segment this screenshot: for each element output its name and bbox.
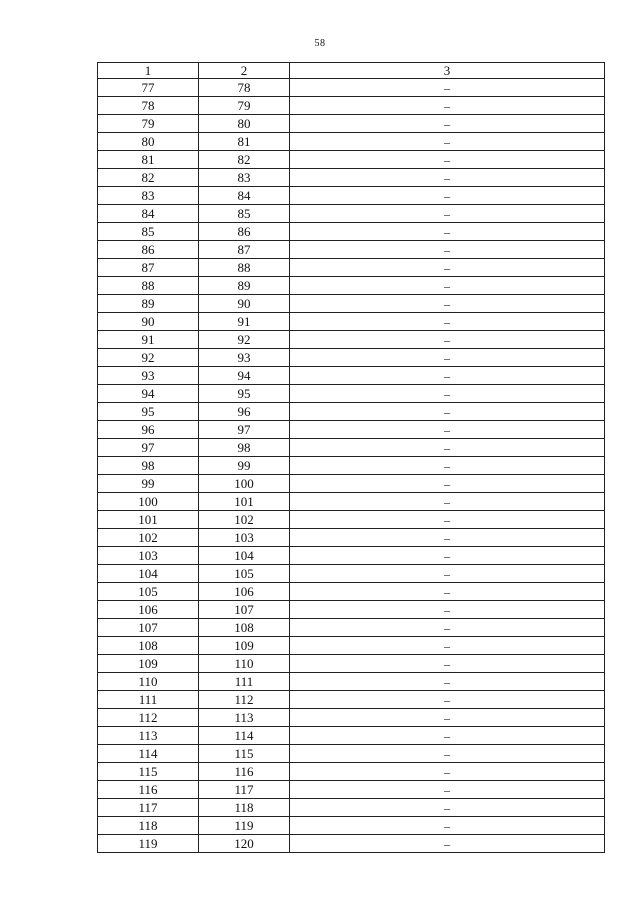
number-cell: 82 xyxy=(98,169,199,187)
table-body xyxy=(98,79,605,853)
dash-cell: – xyxy=(290,277,605,295)
number-cell: 91 xyxy=(199,313,290,331)
table-row xyxy=(98,817,605,835)
number-cell: 95 xyxy=(98,403,199,421)
dash-cell: – xyxy=(290,169,605,187)
number-cell: 94 xyxy=(199,367,290,385)
dash-cell: – xyxy=(290,781,605,799)
dash-cell: – xyxy=(290,421,605,439)
number-cell: 88 xyxy=(98,277,199,295)
number-cell: 92 xyxy=(199,331,290,349)
number-cell: 104 xyxy=(98,565,199,583)
number-cell: 90 xyxy=(98,313,199,331)
number-cell: 118 xyxy=(98,817,199,835)
table-row xyxy=(98,331,605,349)
dash-cell: – xyxy=(290,709,605,727)
table-row xyxy=(98,709,605,727)
table-row xyxy=(98,151,605,169)
number-cell: 112 xyxy=(199,691,290,709)
dash-cell: – xyxy=(290,583,605,601)
dash-cell: – xyxy=(290,205,605,223)
dash-cell: – xyxy=(290,331,605,349)
number-cell: 98 xyxy=(98,457,199,475)
dash-cell: – xyxy=(290,349,605,367)
dash-cell: – xyxy=(290,367,605,385)
table-row xyxy=(98,493,605,511)
dash-cell: – xyxy=(290,313,605,331)
number-cell: 81 xyxy=(199,133,290,151)
table-row xyxy=(98,169,605,187)
table-row xyxy=(98,601,605,619)
table-row xyxy=(98,565,605,583)
number-cell: 105 xyxy=(199,565,290,583)
number-cell: 94 xyxy=(98,385,199,403)
table-row xyxy=(98,241,605,259)
number-cell: 112 xyxy=(98,709,199,727)
table-row xyxy=(98,691,605,709)
dash-cell: – xyxy=(290,763,605,781)
dash-cell: – xyxy=(290,655,605,673)
table-row xyxy=(98,763,605,781)
number-cell: 99 xyxy=(98,475,199,493)
table-row xyxy=(98,511,605,529)
number-cell: 111 xyxy=(199,673,290,691)
number-cell: 102 xyxy=(199,511,290,529)
dash-cell: – xyxy=(290,727,605,745)
number-cell: 101 xyxy=(199,493,290,511)
dash-cell: – xyxy=(290,151,605,169)
table-row xyxy=(98,583,605,601)
dash-cell: – xyxy=(290,493,605,511)
table-row xyxy=(98,727,605,745)
table-row xyxy=(98,799,605,817)
dash-cell: – xyxy=(290,529,605,547)
dash-cell: – xyxy=(290,745,605,763)
number-cell: 79 xyxy=(199,97,290,115)
table-row xyxy=(98,475,605,493)
dash-cell: – xyxy=(290,475,605,493)
table-row xyxy=(98,781,605,799)
table-header-row xyxy=(98,63,605,79)
dash-cell: – xyxy=(290,547,605,565)
number-cell: 107 xyxy=(199,601,290,619)
dash-cell: – xyxy=(290,835,605,853)
number-cell: 100 xyxy=(98,493,199,511)
number-cell: 106 xyxy=(199,583,290,601)
table-row xyxy=(98,115,605,133)
number-cell: 113 xyxy=(199,709,290,727)
number-cell: 77 xyxy=(98,79,199,97)
number-cell: 93 xyxy=(98,367,199,385)
number-cell: 109 xyxy=(199,637,290,655)
number-cell: 83 xyxy=(98,187,199,205)
number-cell: 106 xyxy=(98,601,199,619)
table-row xyxy=(98,673,605,691)
number-cell: 110 xyxy=(199,655,290,673)
number-cell: 90 xyxy=(199,295,290,313)
table-row xyxy=(98,619,605,637)
dash-cell: – xyxy=(290,601,605,619)
number-cell: 85 xyxy=(199,205,290,223)
dash-cell: – xyxy=(290,565,605,583)
number-cell: 113 xyxy=(98,727,199,745)
column-header-1: 1 xyxy=(98,63,199,79)
number-cell: 96 xyxy=(98,421,199,439)
dash-cell: – xyxy=(290,691,605,709)
number-cell: 97 xyxy=(199,421,290,439)
number-cell: 79 xyxy=(98,115,199,133)
number-cell: 117 xyxy=(199,781,290,799)
number-cell: 88 xyxy=(199,259,290,277)
table-row xyxy=(98,349,605,367)
number-cell: 80 xyxy=(199,115,290,133)
number-cell: 100 xyxy=(199,475,290,493)
table-row xyxy=(98,403,605,421)
table-row xyxy=(98,223,605,241)
number-cell: 93 xyxy=(199,349,290,367)
table-row xyxy=(98,79,605,97)
number-cell: 98 xyxy=(199,439,290,457)
dash-cell: – xyxy=(290,115,605,133)
number-cell: 95 xyxy=(199,385,290,403)
number-cell: 111 xyxy=(98,691,199,709)
number-cell: 82 xyxy=(199,151,290,169)
number-cell: 87 xyxy=(199,241,290,259)
data-table xyxy=(97,62,605,853)
table-row xyxy=(98,313,605,331)
table-row xyxy=(98,835,605,853)
table-row xyxy=(98,385,605,403)
page-number: 58 xyxy=(314,38,326,49)
number-cell: 118 xyxy=(199,799,290,817)
table-row xyxy=(98,133,605,151)
number-cell: 117 xyxy=(98,799,199,817)
number-cell: 120 xyxy=(199,835,290,853)
number-cell: 110 xyxy=(98,673,199,691)
number-cell: 107 xyxy=(98,619,199,637)
table-row xyxy=(98,187,605,205)
number-cell: 108 xyxy=(98,637,199,655)
number-cell: 86 xyxy=(98,241,199,259)
number-cell: 102 xyxy=(98,529,199,547)
number-cell: 81 xyxy=(98,151,199,169)
table-row xyxy=(98,205,605,223)
number-cell: 108 xyxy=(199,619,290,637)
table-row xyxy=(98,367,605,385)
number-cell: 116 xyxy=(98,781,199,799)
dash-cell: – xyxy=(290,799,605,817)
dash-cell: – xyxy=(290,637,605,655)
dash-cell: – xyxy=(290,673,605,691)
dash-cell: – xyxy=(290,295,605,313)
number-cell: 80 xyxy=(98,133,199,151)
number-cell: 89 xyxy=(199,277,290,295)
dash-cell: – xyxy=(290,259,605,277)
number-cell: 84 xyxy=(199,187,290,205)
table-row xyxy=(98,277,605,295)
number-cell: 96 xyxy=(199,403,290,421)
table-row xyxy=(98,529,605,547)
number-cell: 97 xyxy=(98,439,199,457)
number-cell: 91 xyxy=(98,331,199,349)
dash-cell: – xyxy=(290,457,605,475)
number-cell: 109 xyxy=(98,655,199,673)
number-cell: 119 xyxy=(199,817,290,835)
dash-cell: – xyxy=(290,817,605,835)
dash-cell: – xyxy=(290,385,605,403)
number-cell: 115 xyxy=(98,763,199,781)
dash-cell: – xyxy=(290,133,605,151)
dash-cell: – xyxy=(290,79,605,97)
table-row xyxy=(98,655,605,673)
dash-cell: – xyxy=(290,619,605,637)
column-header-2: 2 xyxy=(199,63,290,79)
table-row xyxy=(98,439,605,457)
number-cell: 105 xyxy=(98,583,199,601)
dash-cell: – xyxy=(290,511,605,529)
number-cell: 114 xyxy=(199,727,290,745)
table-row xyxy=(98,295,605,313)
dash-cell: – xyxy=(290,439,605,457)
dash-cell: – xyxy=(290,241,605,259)
number-cell: 99 xyxy=(199,457,290,475)
number-cell: 119 xyxy=(98,835,199,853)
number-cell: 86 xyxy=(199,223,290,241)
number-cell: 103 xyxy=(199,529,290,547)
dash-cell: – xyxy=(290,223,605,241)
table-row xyxy=(98,457,605,475)
column-header-3: 3 xyxy=(290,63,605,79)
number-cell: 116 xyxy=(199,763,290,781)
number-cell: 87 xyxy=(98,259,199,277)
number-cell: 103 xyxy=(98,547,199,565)
number-cell: 114 xyxy=(98,745,199,763)
table-row xyxy=(98,259,605,277)
dash-cell: – xyxy=(290,97,605,115)
dash-cell: – xyxy=(290,187,605,205)
number-cell: 84 xyxy=(98,205,199,223)
number-cell: 92 xyxy=(98,349,199,367)
number-cell: 115 xyxy=(199,745,290,763)
table-row xyxy=(98,745,605,763)
table-row xyxy=(98,421,605,439)
number-cell: 78 xyxy=(199,79,290,97)
number-cell: 85 xyxy=(98,223,199,241)
number-cell: 83 xyxy=(199,169,290,187)
table-row xyxy=(98,547,605,565)
table-row xyxy=(98,637,605,655)
number-cell: 104 xyxy=(199,547,290,565)
number-cell: 101 xyxy=(98,511,199,529)
table-row xyxy=(98,97,605,115)
number-cell: 78 xyxy=(98,97,199,115)
dash-cell: – xyxy=(290,403,605,421)
number-cell: 89 xyxy=(98,295,199,313)
